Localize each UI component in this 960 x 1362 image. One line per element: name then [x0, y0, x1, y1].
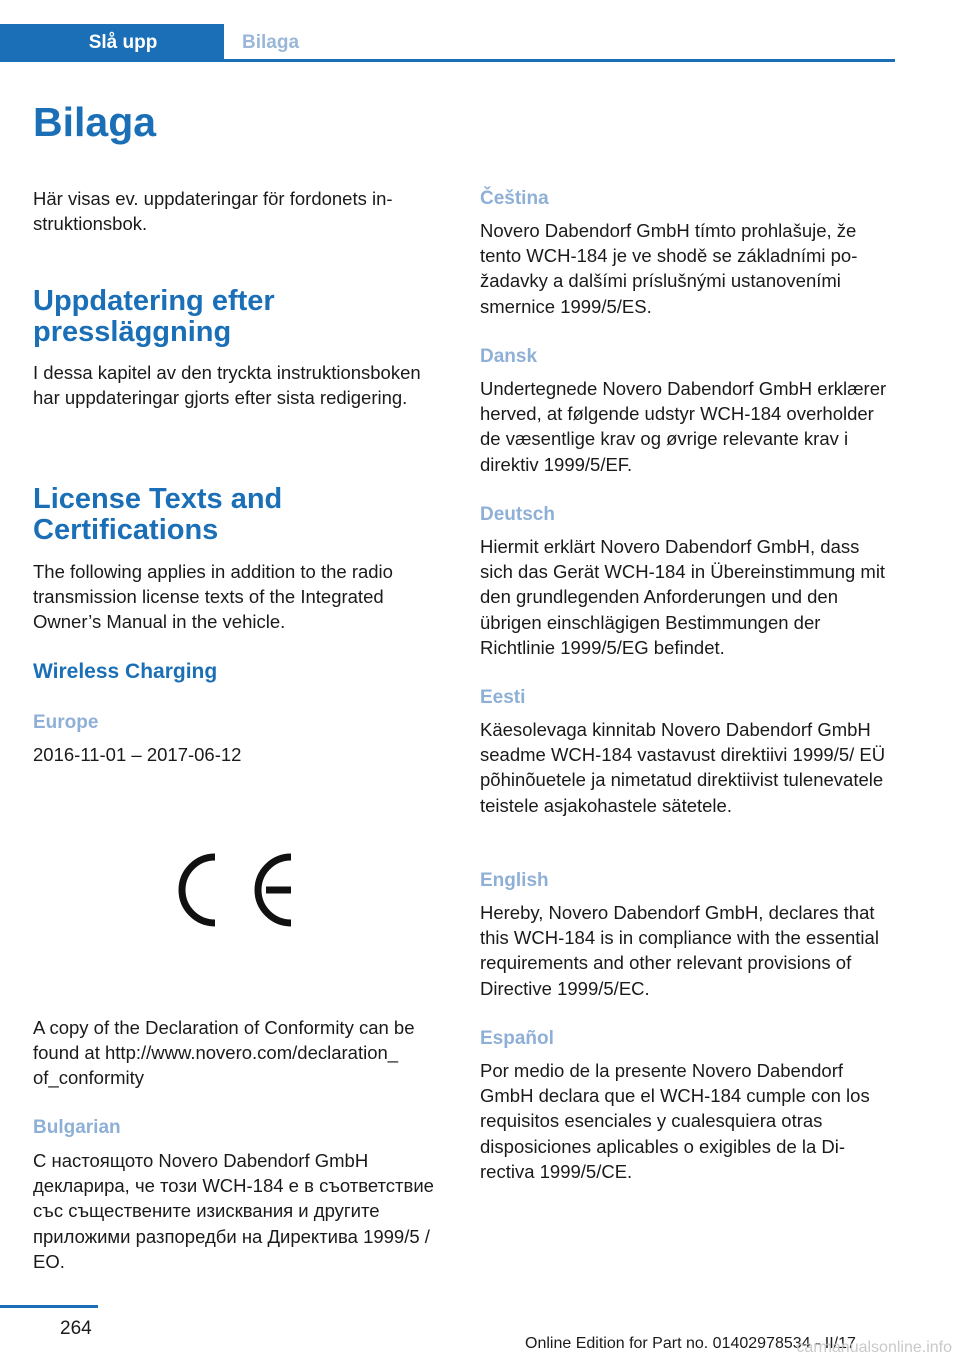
- nav-underline: [0, 59, 895, 62]
- lang-text-eesti: Käesolevaga kinnitab Novero Dabendorf GmbH seadme WCH-184 vastavust direktiivi 1999/5/ EÜ põhinõuetele ja nimetatud direktiivist tulenevatele teistele asjakohastele sätetele.: [480, 719, 886, 816]
- update-heading: Uppdatering efter pressläggning: [33, 285, 275, 348]
- edition-info: Online Edition for Part no. 01402978534 - II/17: [525, 1335, 856, 1352]
- lang-heading-cestina: Čeština: [480, 188, 549, 209]
- update-text: I dessa kapitel av den tryckta instruktionsboken har uppdateringar gjorts efter sista redigering.: [33, 362, 421, 409]
- doc-copy-text: A copy of the Declaration of Conformity can be found at http://www.novero.com/declaration_ of_conformity: [33, 1017, 415, 1089]
- europe-dates: 2016-11-01 – 2017-06-12: [33, 744, 242, 765]
- license-text: The following applies in addition to the radio transmission license texts of the Integrated Owner’s Manual in the vehicle.: [33, 561, 393, 633]
- lang-text-espanol: Por medio de la presente Novero Dabendorf GmbH declara que el WCH-184 cumple con los requisitos esenciales y cualesquiera otras disposiciones aplicables o exigibles de la Directiva 1999/5/CE.: [480, 1060, 870, 1182]
- watermark: carmanualsonline.info: [796, 1339, 952, 1356]
- intro-text: Här visas ev. uppdateringar för fordonets instruktionsbok.: [33, 188, 393, 235]
- top-navigation: [0, 24, 895, 62]
- lang-text-dansk: Undertegnede Novero Dabendorf GmbH erklærer herved, at følgende udstyr WCH-184 overholder de væsentlige krav og øvrige relevante krav i direktiv 1999/5/EF.: [480, 378, 887, 475]
- europe-heading: Europe: [33, 712, 99, 733]
- lang-heading-bulgarian: Bulgarian: [33, 1117, 121, 1138]
- page-title: Bilaga: [33, 99, 157, 145]
- lang-heading-english: English: [480, 870, 549, 891]
- lang-heading-espanol: Español: [480, 1028, 554, 1049]
- ce-mark-icon: [176, 846, 300, 934]
- page-number: 264: [60, 1318, 92, 1339]
- lang-heading-dansk: Dansk: [480, 346, 538, 367]
- wireless-charging-heading: Wireless Charging: [33, 660, 218, 683]
- tab-sla-upp[interactable]: Slå upp: [0, 24, 224, 59]
- license-heading: License Texts and Certifications: [33, 483, 283, 546]
- lang-text-cestina: Novero Dabendorf GmbH tímto prohlašuje, že tento WCH-184 je ve shodě se základními požadavky a dalšími príslušnými ustanoveními smernice 1999/5/ES.: [480, 220, 858, 317]
- lang-heading-deutsch: Deutsch: [480, 504, 555, 525]
- lang-heading-eesti: Eesti: [480, 687, 526, 708]
- lang-text-bulgarian: С настоящото Novero Dabendorf GmbH декларира, че този WCH-184 е в съответствие със съществените изисквания и другите приложими разпоредби на Директива 1999/5 / ЕО.: [33, 1150, 434, 1272]
- lang-text-english: Hereby, Novero Dabendorf GmbH, declares that this WCH-184 is in compliance with the essential requirements and other relevant provisions of Directive 1999/5/EC.: [480, 902, 879, 999]
- tab-bilaga[interactable]: Bilaga: [242, 32, 300, 53]
- lang-text-deutsch: Hiermit erklärt Novero Dabendorf GmbH, dass sich das Gerät WCH-184 in Übereinstimmung mit den grundlegenden Anforderungen und den übrigen einschlägigen Bestimmungen der Richtlinie 1999/5/EG befindet.: [480, 536, 886, 658]
- footer-rule: [0, 1305, 98, 1308]
